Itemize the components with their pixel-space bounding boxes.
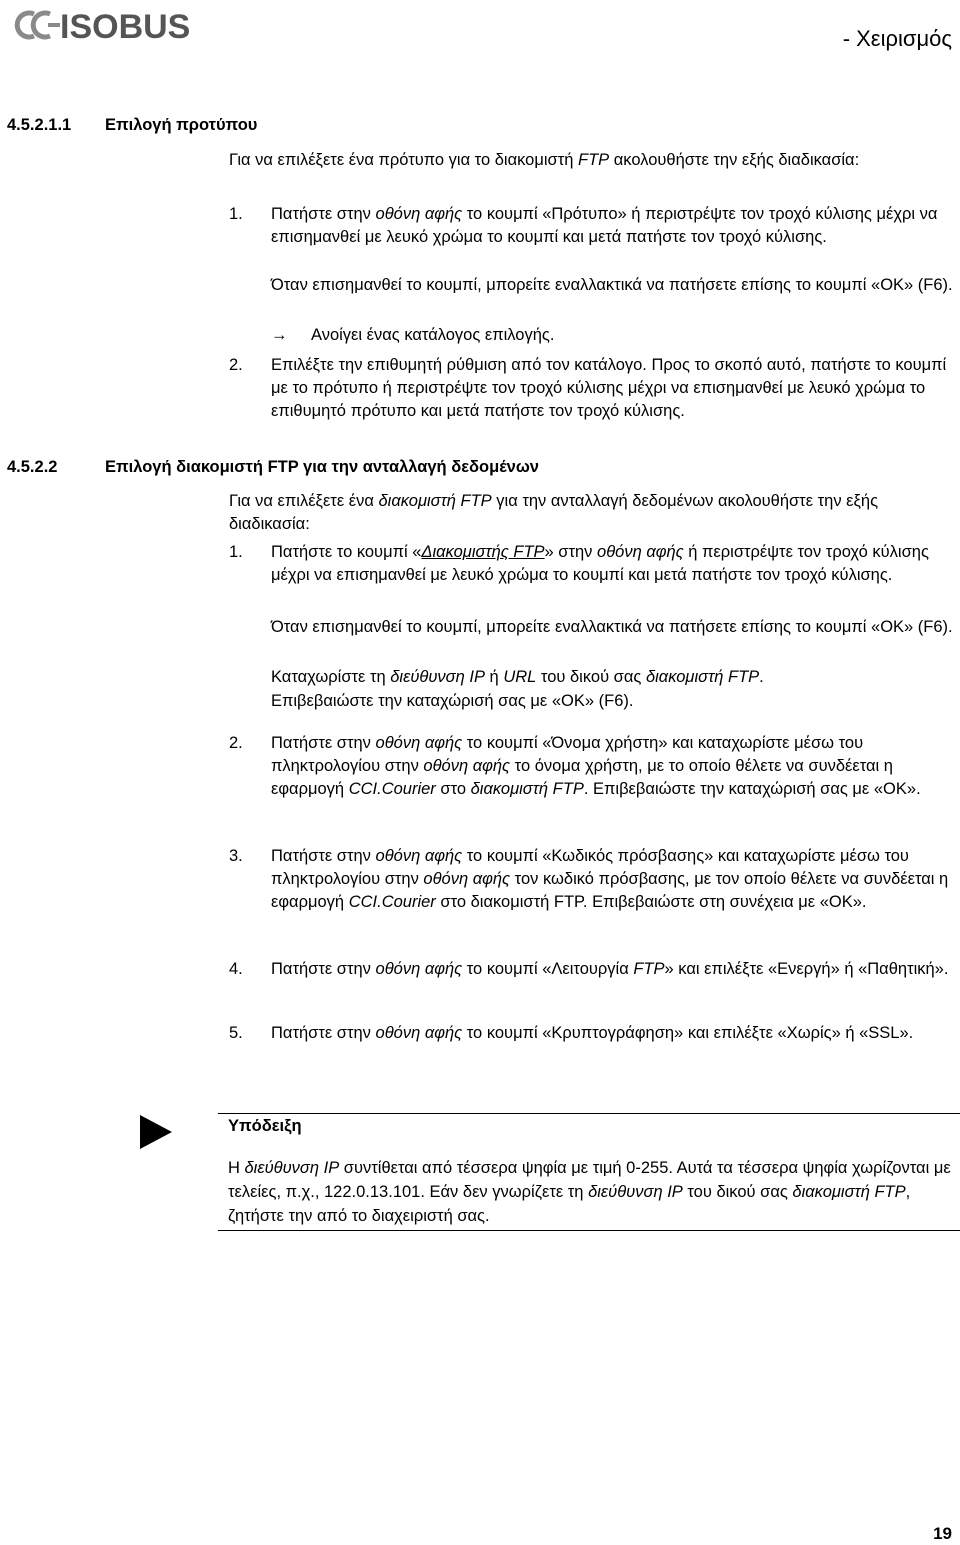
note-title: Υπόδειξη [228,1117,302,1135]
step-confirm: Επιβεβαιώστε την καταχώρισή σας με «OK» (F6). [271,692,634,710]
step-text: Πατήστε στην οθόνη αφής το κουμπί «Κρυπτογράφηση» και επιλέξτε «Χωρίς» ή «SSL». [271,1024,914,1042]
step-number: 1. [229,205,243,223]
step-1 [229,541,957,587]
step-number: 4. [229,960,243,978]
step-2 [229,732,957,801]
step-2 [229,354,957,423]
step-number: 3. [229,847,243,865]
section-intro: Για να επιλέξετε ένα πρότυπο για το διακομιστή FTP ακολουθήστε την εξής διαδικασία: [229,151,860,169]
step-number: 1. [229,543,243,561]
section-number: 4.5.2.2 [7,458,58,476]
section-title: Επιλογή προτύπου [105,116,258,134]
step-1 [229,203,957,249]
chapter-title: - Χειρισμός [842,26,952,51]
note-divider-bottom [218,1230,960,1231]
step-number: 2. [229,734,243,752]
svg-text:ISOBUS: ISOBUS [60,8,191,44]
section-title: Επιλογή διακομιστή FTP για την ανταλλαγή δεδομένων [105,458,539,476]
note-text: Η διεύθυνση IP συντίθεται από τέσσερα ψηφία με τιμή 0-255. Αυτά τα τέσσερα ψηφία χωρίζονται με τελείες, π.χ., 122.0.13.101. Εάν δεν γνωρίζετε τη διεύθυνση IP του δικού σας διακομιστή FTP, ζητήστε την από το διαχειριστή σας. [228,1159,951,1225]
page-number: 19 [933,1524,952,1543]
step-4 [229,958,957,981]
section-intro: Για να επιλέξετε ένα διακομιστή FTP για την ανταλλαγή δεδομένων ακολουθήστε την εξής διαδικασία: [229,492,879,533]
note-divider-top [218,1113,960,1114]
step-text: Επιλέξτε την επιθυμητή ρύθμιση από τον κατάλογο. Προς το σκοπό αυτό, πατήστε το κουμπί με το πρότυπο ή περιστρέψτε τον τροχό κύλισης μέχρι να επισημανθεί με λευκό χρώμα το επιθυμητό πρότυπο και μετά πατήστε τον τροχό κύλισης. [271,356,947,420]
step-alternative: Όταν επισημανθεί το κουμπί, μπορείτε εναλλακτικά να πατήσετε επίσης το κουμπί «OK» (F6). [271,618,953,636]
step-text: Πατήστε το κουμπί «Διακομιστής FTP» στην οθόνη αφής ή περιστρέψτε τον τροχό κύλισης μέχρι να επισημανθεί με λευκό χρώμα το κουμπί και μετά πατήστε τον τροχό κύλισης. [271,543,929,584]
arrow-right-icon: → [271,326,288,344]
section-number: 4.5.2.1.1 [7,116,72,134]
step-3 [229,845,957,914]
step-number: 5. [229,1024,243,1042]
ccisobus-logo [12,4,222,44]
step-enter: Καταχωρίστε τη διεύθυνση IP ή URL του δικού σας διακομιστή FTP. [271,668,764,686]
step-text: Πατήστε στην οθόνη αφής το κουμπί «Όνομα χρήστη» και καταχωρίστε μέσω του πληκτρολογίου στην οθόνη αφής το όνομα χρήστη, με το οποίο θέλετε να συνδέεται η εφαρμογή CCI.Courier στο διακομιστή FTP. Επιβεβαιώστε την καταχώρισή σας με «OK». [271,734,921,798]
step-alternative: Όταν επισημανθεί το κουμπί, μπορείτε εναλλακτικά να πατήσετε επίσης το κουμπί «OK» (F6). [271,276,953,294]
step-5 [229,1022,957,1045]
play-arrow-icon [140,1115,172,1149]
step-result: → Ανοίγει ένας κατάλογος επιλογής. [271,324,554,347]
step-text: Πατήστε στην οθόνη αφής το κουμπί «Πρότυπο» ή περιστρέψτε τον τροχό κύλισης μέχρι να επισημανθεί με λευκό χρώμα το κουμπί και μετά πατήστε τον τροχό κύλισης. [271,205,938,246]
step-number: 2. [229,356,243,374]
step-text: Πατήστε στην οθόνη αφής το κουμπί «Λειτουργία FTP» και επιλέξτε «Ενεργή» ή «Παθητική». [271,960,949,978]
step-text: Πατήστε στην οθόνη αφής το κουμπί «Κωδικός πρόσβασης» και καταχωρίστε μέσω του πληκτρολογίου στην οθόνη αφής τον κωδικό πρόσβασης, με τον οποίο θέλετε να συνδέεται η εφαρμογή CCI.Courier στο διακομιστή FTP. Επιβεβαιώστε στη συνέχεια με «OK». [271,847,949,911]
